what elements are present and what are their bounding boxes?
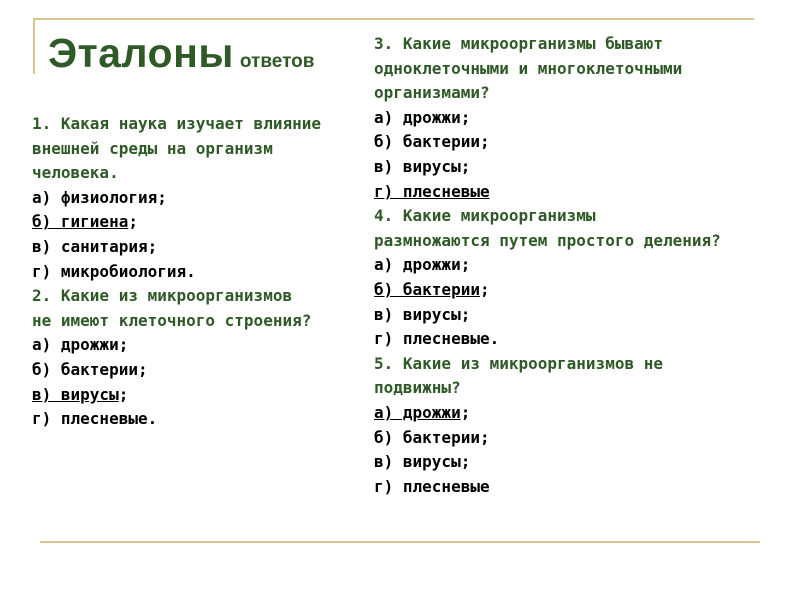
question-5-line: подвижны? — [374, 378, 461, 398]
question-2-line: 2. Какие из микроорганизмов — [32, 286, 293, 306]
title-main: Эталоны — [48, 30, 234, 76]
question-3-line: одноклеточными и многоклеточными — [374, 58, 683, 78]
question-4-line: размножаются путем простого деления? — [374, 230, 721, 250]
right-column — [374, 32, 721, 499]
question-1-line: человека. — [32, 163, 119, 183]
answer-option: а) дрожжи; — [374, 107, 471, 127]
left-column — [32, 112, 321, 432]
answer-option: а) дрожжи; — [374, 255, 471, 275]
answer-option-correct: в) вирусы; — [32, 384, 129, 404]
answer-option: б) бактерии; — [374, 427, 490, 447]
answer-option: в) вирусы; — [374, 304, 471, 324]
question-2-line: не имеют клеточного строения? — [32, 310, 312, 330]
answer-option-correct: г) плесневые — [374, 181, 490, 201]
top-divider — [34, 18, 754, 20]
answer-option: г) плесневые. — [32, 409, 158, 429]
answer-option: в) вирусы; — [374, 156, 471, 176]
left-divider — [33, 18, 35, 74]
question-3-line: 3. Какие микроорганизмы бывают — [374, 34, 663, 53]
answer-option-correct: б) бактерии; — [374, 279, 490, 299]
answer-option: г) микробиология. — [32, 261, 196, 281]
answer-option: б) бактерии; — [374, 132, 490, 152]
answer-option-correct: а) дрожжи; — [374, 402, 471, 422]
answer-option-correct: б) гигиена; — [32, 212, 138, 232]
title-sub: ответов — [239, 51, 315, 72]
answer-option: в) вирусы; — [374, 452, 471, 472]
answer-option: г) плесневые — [374, 476, 490, 496]
answer-option: б) бактерии; — [32, 359, 148, 379]
bottom-divider — [40, 541, 760, 543]
answer-option: а) физиология; — [32, 187, 167, 207]
question-1-line: 1. Какая наука изучает влияние — [32, 114, 321, 133]
answer-option: а) дрожжи; — [32, 335, 129, 355]
question-3-line: организмами? — [374, 83, 490, 103]
question-1-line: внешней среды на организм — [32, 138, 273, 158]
question-5-line: 5. Какие из микроорганизмов не — [374, 353, 663, 373]
answer-option: г) плесневые. — [374, 329, 500, 349]
question-4-line: 4. Какие микроорганизмы — [374, 206, 596, 226]
answer-option: в) санитария; — [32, 236, 158, 256]
page-title — [48, 30, 314, 77]
